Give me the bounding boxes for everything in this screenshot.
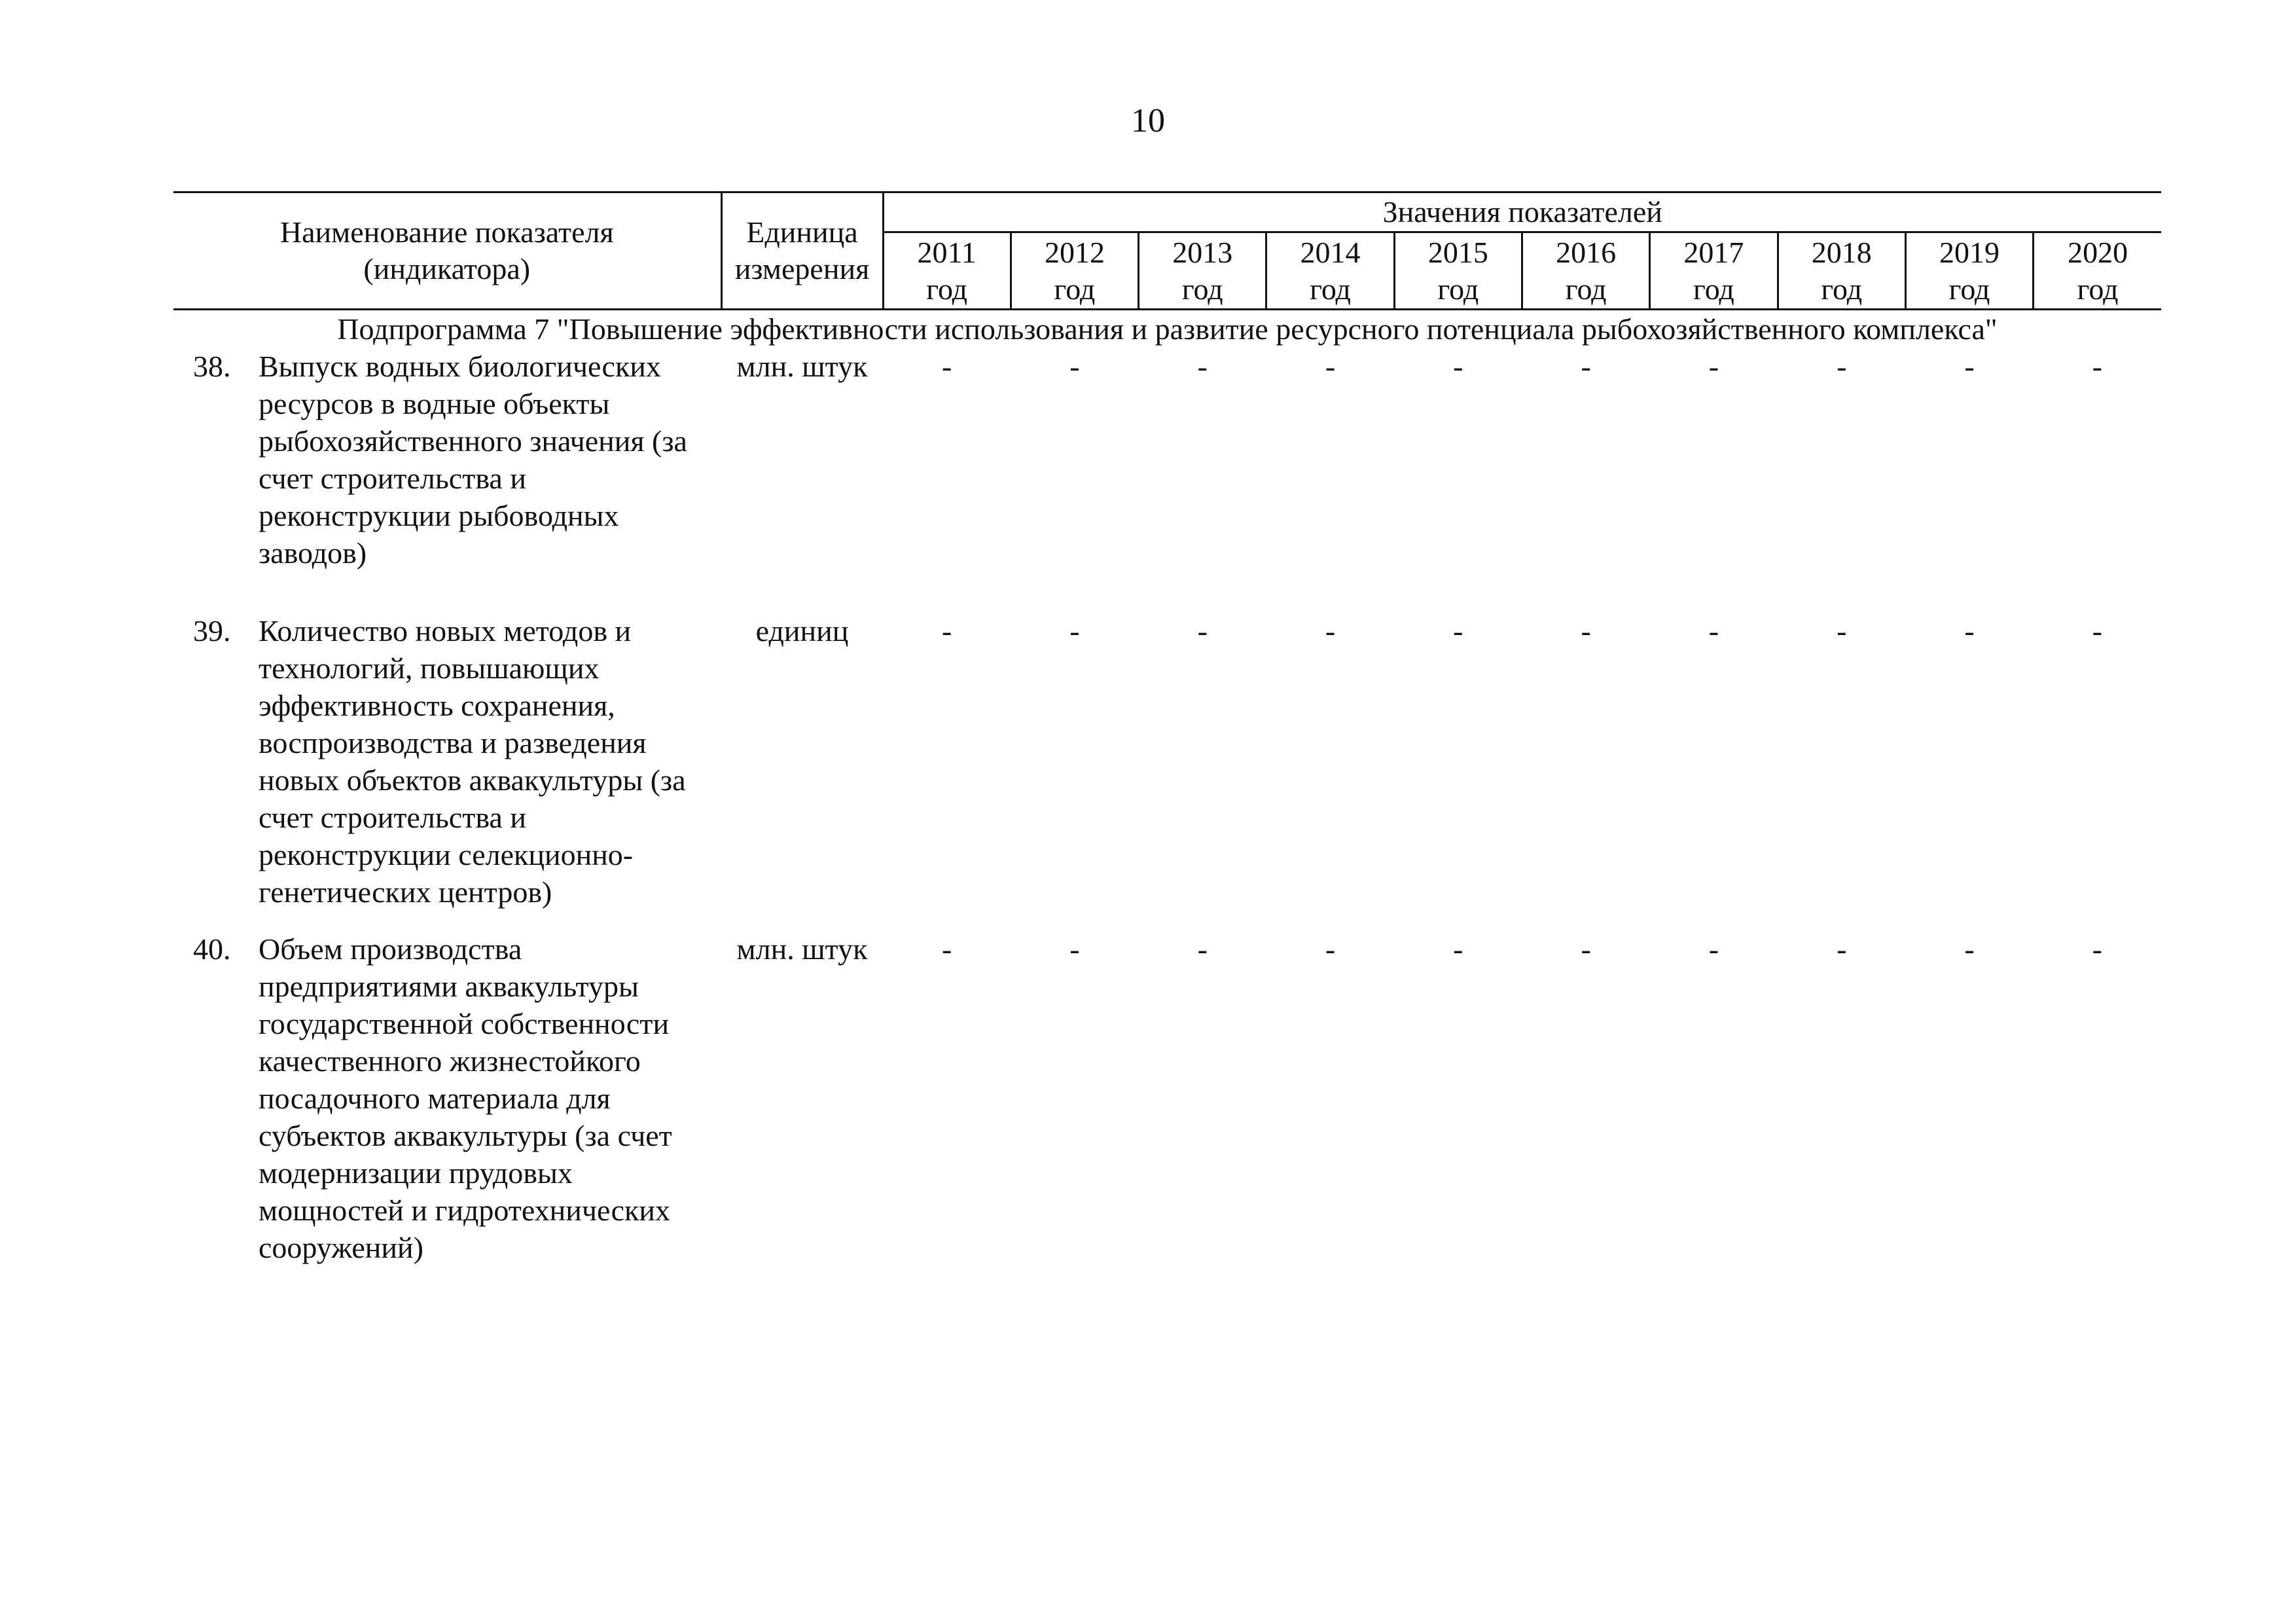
- header-year-2015: [1394, 232, 1522, 310]
- value-cell-2018: -: [1837, 932, 1847, 966]
- value-cell-2013: -: [1197, 350, 1208, 383]
- value-cell-2016: -: [1581, 350, 1591, 383]
- value-cell-2011: -: [941, 932, 952, 966]
- unit-cell: единиц: [755, 614, 849, 647]
- header-year-value: 2017: [1683, 235, 1744, 269]
- indicator-name: Количество новых методов и технологий, повышающих эффективность сохранения, воспроизводства и разведения новых объектов аквакультуры (за счет строительства и реконструкции селекционно-генетических центров): [259, 614, 686, 909]
- value-cell-2018: -: [1837, 350, 1847, 383]
- section-row: [173, 310, 2161, 348]
- header-indicator-name: [173, 192, 721, 310]
- header-year-value: 2011: [917, 235, 977, 269]
- header-year-2019: [1905, 232, 2033, 310]
- value-cell-2014: -: [1325, 614, 1336, 647]
- header-year-suffix: год: [1437, 272, 1479, 306]
- header-unit: [721, 192, 883, 310]
- value-cell-2020: -: [2092, 614, 2102, 647]
- header-values-group: Значения показателей: [883, 192, 2161, 232]
- header-year-2012: [1011, 232, 1138, 310]
- value-cell-2011: -: [941, 614, 952, 647]
- row-number: 38.: [193, 350, 231, 383]
- value-cell-2017: -: [1708, 614, 1719, 647]
- header-year-suffix: год: [1693, 272, 1734, 306]
- header-year-suffix: год: [1181, 272, 1223, 306]
- value-cell-2012: -: [1069, 932, 1080, 966]
- header-year-suffix: год: [926, 272, 968, 306]
- header-year-suffix: год: [1948, 272, 1990, 306]
- value-cell-2017: -: [1708, 350, 1719, 383]
- header-year-suffix: год: [1310, 272, 1351, 306]
- header-year-2016: [1522, 232, 1649, 310]
- header-year-2011: [883, 232, 1011, 310]
- header-year-suffix: год: [1054, 272, 1096, 306]
- indicator-name: Выпуск водных биологических ресурсов в водные объекты рыбохозяйственного значения (за счет строительства и реконструкции рыбоводных заводов): [259, 350, 687, 570]
- indicator-name: Объем производства предприятиями аквакультуры государственной собственности качественного жизнестойкого посадочного материала для субъектов аквакультуры (за счет модернизации прудовых мощностей и гидротехнических сооружений): [259, 932, 672, 1264]
- header-year-value: 2018: [1811, 235, 1872, 269]
- value-cell-2012: -: [1069, 350, 1080, 383]
- header-year-value: 2013: [1172, 235, 1233, 269]
- indicator-name-cell: [173, 930, 721, 1266]
- table-row: [173, 612, 2161, 930]
- table-row: [173, 930, 2161, 1266]
- header-indicator-name-text: Наименование показателя (индикатора): [279, 215, 614, 285]
- unit-cell: млн. штук: [736, 932, 868, 966]
- table-body: [173, 310, 2161, 1267]
- value-cell-2014: -: [1325, 350, 1336, 383]
- header-year-suffix: год: [1565, 272, 1607, 306]
- header-year-value: 2020: [2068, 235, 2128, 269]
- header-year-value: 2012: [1044, 235, 1105, 269]
- page-number: 10: [1131, 102, 1165, 139]
- header-year-value: 2015: [1427, 235, 1488, 269]
- value-cell-2015: -: [1453, 614, 1463, 647]
- header-year-value: 2014: [1300, 235, 1361, 269]
- indicators-table: [173, 191, 2161, 1266]
- table-header: [173, 192, 2161, 310]
- indicator-name-cell: [173, 348, 721, 612]
- row-number: 39.: [193, 614, 231, 647]
- value-cell-2012: -: [1069, 614, 1080, 647]
- value-cell-2016: -: [1581, 932, 1591, 966]
- value-cell-2013: -: [1197, 932, 1208, 966]
- value-cell-2019: -: [1964, 350, 1975, 383]
- value-cell-2018: -: [1837, 614, 1847, 647]
- value-cell-2016: -: [1581, 614, 1591, 647]
- value-cell-2014: -: [1325, 932, 1336, 966]
- header-year-2013: [1139, 232, 1266, 310]
- row-number: 40.: [193, 932, 231, 966]
- value-cell-2017: -: [1708, 932, 1719, 966]
- header-year-suffix: год: [2077, 272, 2119, 306]
- value-cell-2015: -: [1453, 350, 1463, 383]
- value-cell-2019: -: [1964, 932, 1975, 966]
- header-year-2020: [2034, 232, 2161, 310]
- header-year-2018: [1778, 232, 1905, 310]
- value-cell-2015: -: [1453, 932, 1463, 966]
- value-cell-2020: -: [2092, 932, 2102, 966]
- header-year-2014: [1266, 232, 1394, 310]
- value-cell-2013: -: [1197, 614, 1208, 647]
- value-cell-2019: -: [1964, 614, 1975, 647]
- header-unit-text: Единица измерения: [734, 215, 870, 285]
- header-year-suffix: год: [1821, 272, 1863, 306]
- value-cell-2011: -: [941, 350, 952, 383]
- unit-cell: млн. штук: [736, 350, 868, 383]
- section-title: Подпрограмма 7 "Повышение эффективности использования и развитие ресурсного потенциала рыбохозяйственного комплекса": [337, 312, 1998, 346]
- header-year-2017: [1650, 232, 1778, 310]
- header-year-value: 2016: [1556, 235, 1617, 269]
- value-cell-2020: -: [2092, 350, 2102, 383]
- indicator-name-cell: [173, 612, 721, 930]
- header-year-value: 2019: [1939, 235, 2000, 269]
- table-row: [173, 348, 2161, 612]
